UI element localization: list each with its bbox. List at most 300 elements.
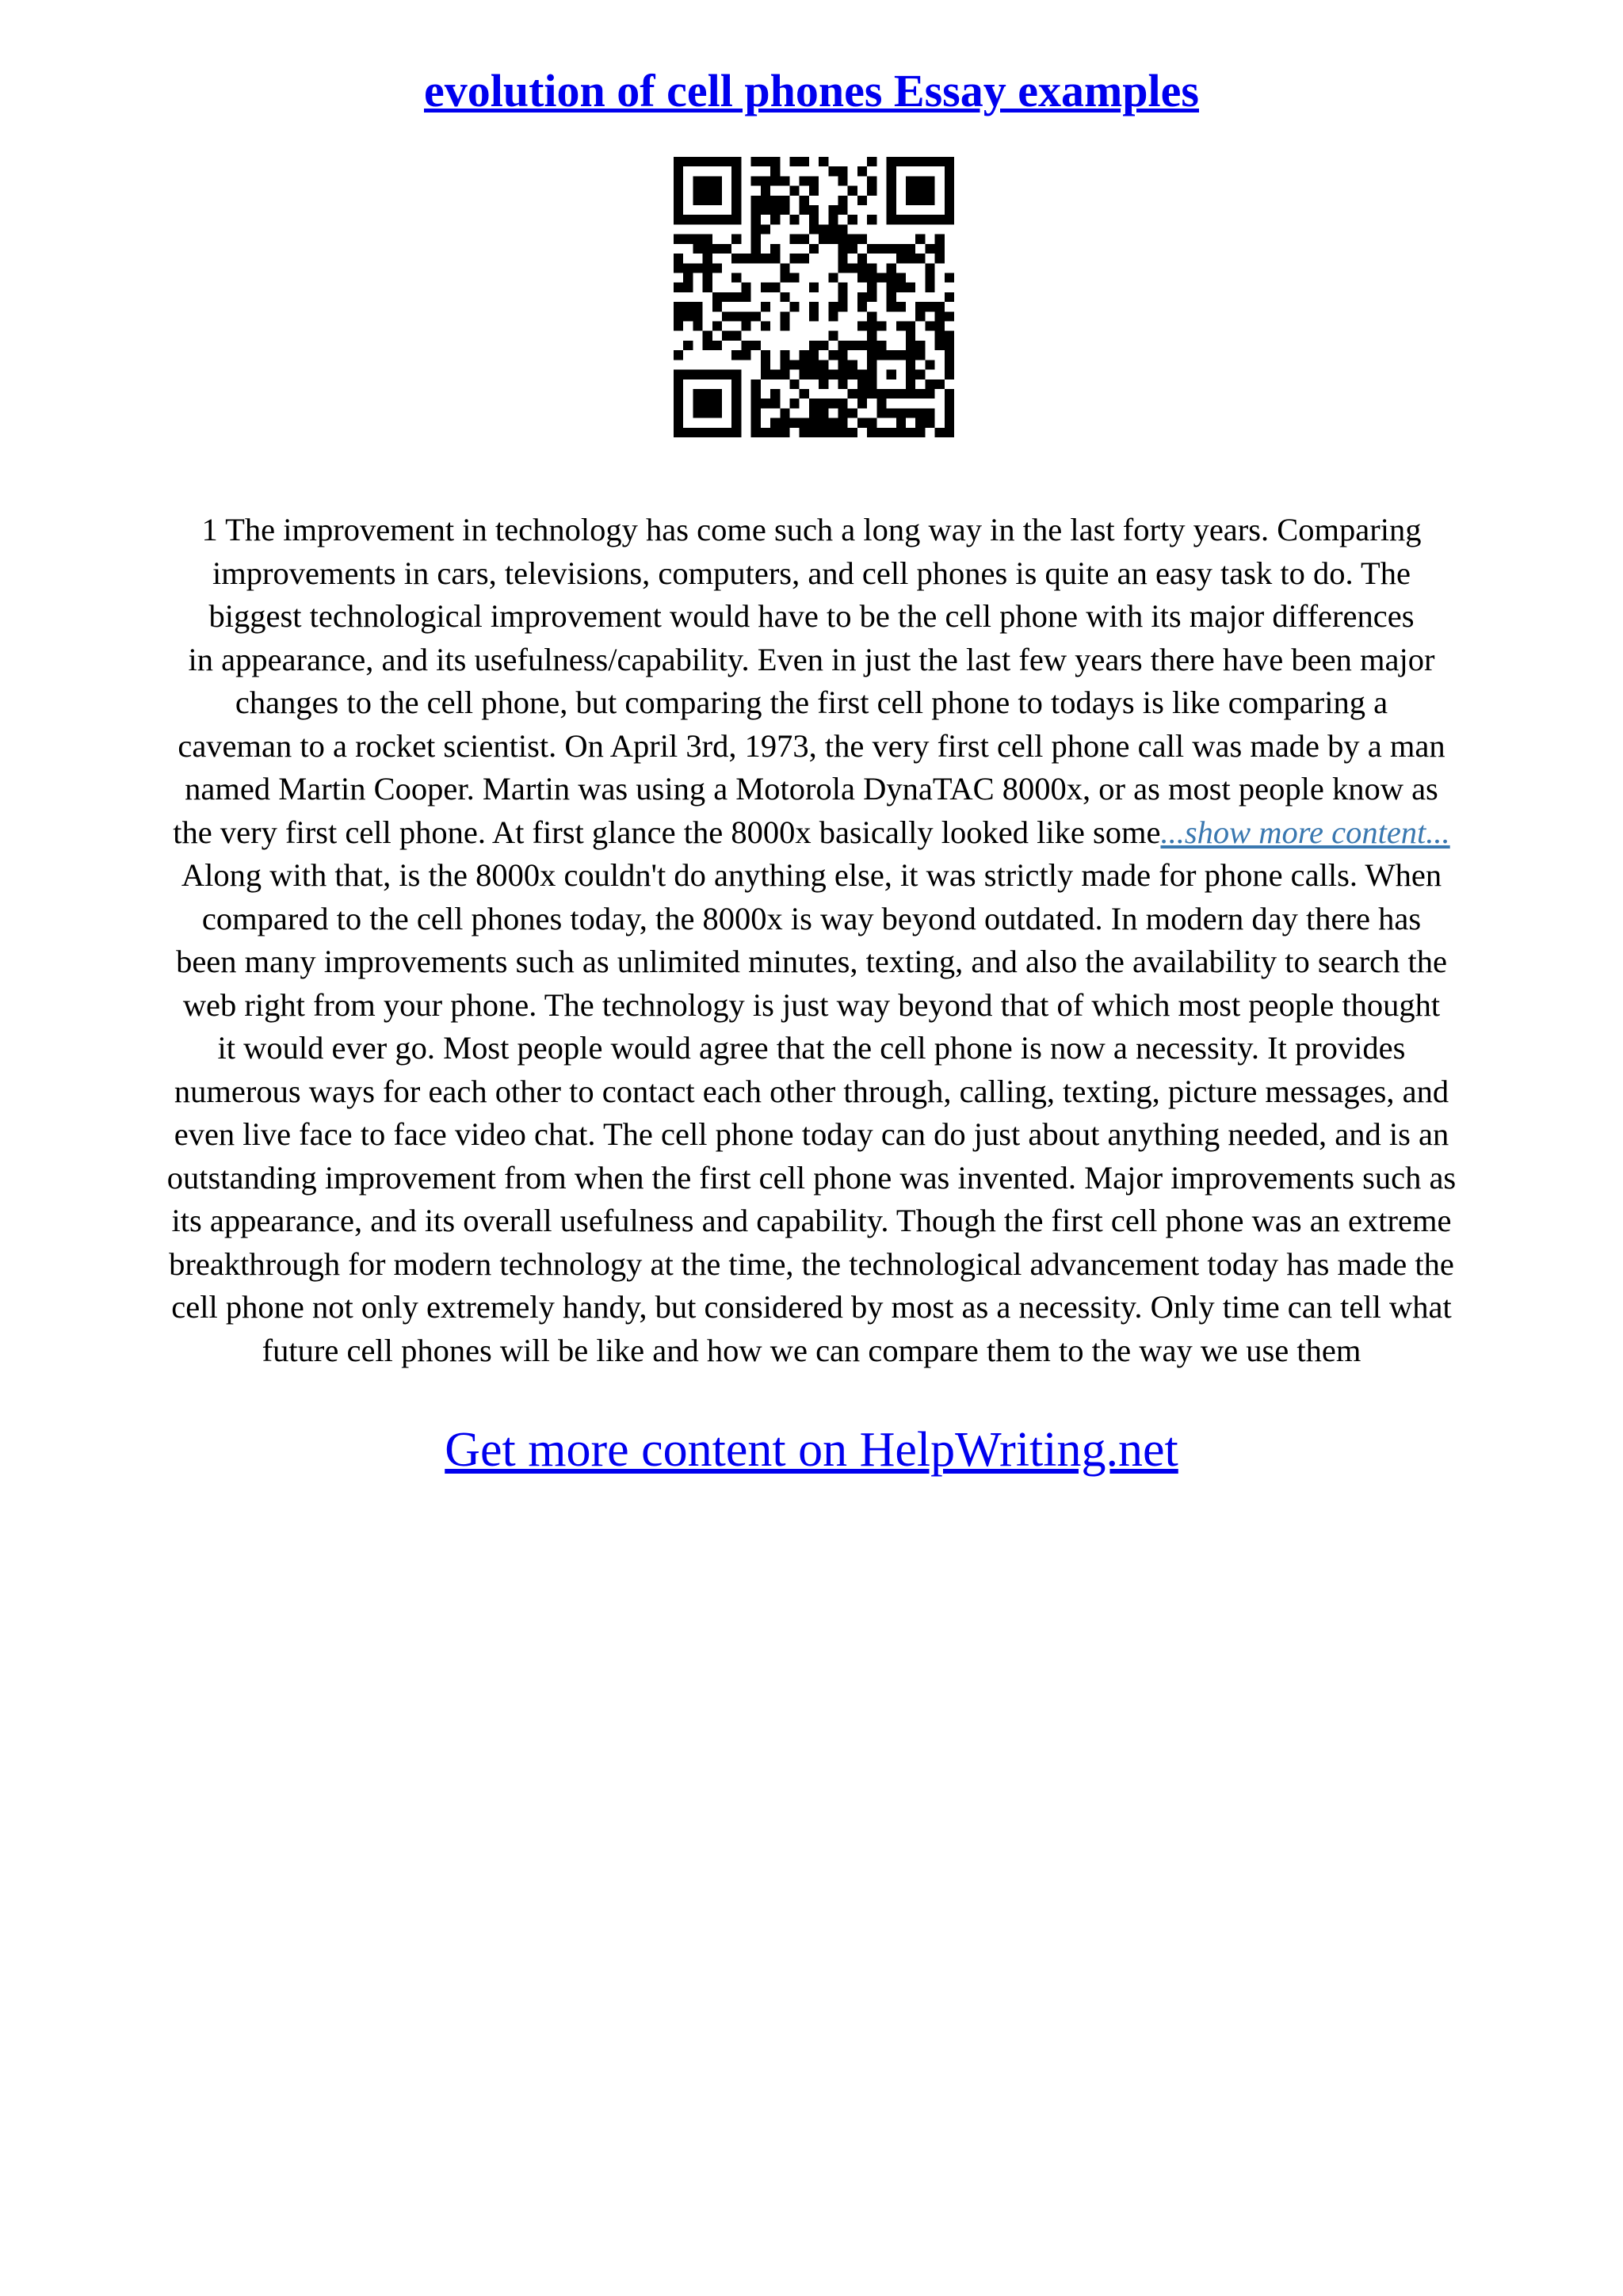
qr-module [770, 215, 780, 224]
qr-module [896, 215, 906, 224]
qr-module [789, 157, 799, 166]
qr-module [945, 215, 954, 224]
qr-module [867, 186, 876, 196]
qr-module [789, 215, 799, 224]
qr-module [770, 418, 780, 428]
qr-module [945, 311, 954, 321]
qr-module [828, 273, 838, 282]
qr-module [819, 224, 828, 234]
qr-module [674, 379, 683, 389]
qr-module [780, 350, 789, 360]
qr-module [712, 322, 722, 331]
qr-module [683, 273, 693, 282]
qr-module [761, 283, 770, 292]
qr-module [731, 176, 741, 185]
qr-module [867, 379, 876, 389]
qr-module [712, 292, 722, 302]
qr-module [789, 360, 799, 369]
qr-module [751, 408, 761, 418]
qr-module [780, 428, 789, 437]
qr-module [789, 399, 799, 408]
qr-module [925, 176, 934, 185]
qr-module [703, 408, 712, 418]
qr-module [819, 418, 828, 428]
qr-module [809, 408, 819, 418]
qr-module [674, 196, 683, 205]
qr-module [819, 370, 828, 379]
qr-module [751, 254, 761, 263]
qr-module [731, 350, 741, 360]
qr-module [857, 254, 867, 263]
qr-module [915, 428, 925, 437]
qr-module [867, 215, 876, 224]
qr-module [751, 389, 761, 399]
qr-module [712, 399, 722, 408]
qr-module [945, 205, 954, 215]
qr-module [857, 379, 867, 389]
qr-module [731, 418, 741, 428]
qr-module [800, 205, 809, 215]
qr-module [819, 379, 828, 389]
qr-module [925, 302, 934, 311]
qr-module [780, 311, 789, 321]
qr-module [731, 370, 741, 379]
qr-module [896, 273, 906, 282]
qr-module [848, 360, 857, 369]
qr-module [915, 418, 925, 428]
qr-module [770, 428, 780, 437]
qr-module [867, 244, 876, 254]
qr-module [867, 311, 876, 321]
qr-module [703, 283, 712, 292]
qr-module [809, 370, 819, 379]
qr-module [935, 254, 945, 263]
qr-module [674, 176, 683, 185]
qr-module [906, 341, 915, 350]
qr-module [906, 215, 915, 224]
qr-module [935, 331, 945, 341]
qr-module [809, 224, 819, 234]
qr-module [906, 157, 915, 166]
qr-module [683, 215, 693, 224]
qr-module [809, 205, 819, 215]
qr-module [848, 186, 857, 196]
qr-module [838, 341, 848, 350]
qr-module [906, 360, 915, 369]
qr-module [674, 399, 683, 408]
qr-module [731, 235, 741, 244]
qr-module [876, 273, 886, 282]
qr-module [828, 166, 838, 176]
qr-module [770, 399, 780, 408]
qr-module [693, 157, 702, 166]
qr-module [731, 254, 741, 263]
qr-module [867, 360, 876, 369]
qr-module [838, 399, 848, 408]
qr-module [887, 389, 896, 399]
qr-module [703, 176, 712, 185]
qr-module [770, 254, 780, 263]
qr-module [693, 196, 702, 205]
qr-module [693, 311, 702, 321]
qr-module [809, 360, 819, 369]
qr-module [674, 311, 683, 321]
qr-module [887, 350, 896, 360]
qr-module [906, 176, 915, 185]
qr-module [712, 341, 722, 350]
qr-module [867, 428, 876, 437]
qr-module [887, 283, 896, 292]
qr-module [809, 311, 819, 321]
qr-module [761, 205, 770, 215]
qr-module [945, 341, 954, 350]
qr-module [828, 205, 838, 215]
qr-module [867, 370, 876, 379]
qr-module [703, 399, 712, 408]
show-more-link[interactable]: ...show more content... [1160, 814, 1450, 850]
qr-module [925, 157, 934, 166]
qr-module [857, 292, 867, 302]
qr-module [906, 389, 915, 399]
qr-module [770, 157, 780, 166]
qr-module [887, 370, 896, 379]
qr-module [867, 331, 876, 341]
qr-module [731, 292, 741, 302]
qr-module [674, 350, 683, 360]
qr-module [867, 350, 876, 360]
qr-module [770, 196, 780, 205]
qr-module [751, 379, 761, 389]
qr-module [945, 292, 954, 302]
essay-line: cell phone not only extremely handy, but considered by most as a necessity. Only time can tell what [171, 1289, 1452, 1325]
qr-module [876, 322, 886, 331]
qr-module [789, 273, 799, 282]
qr-module [838, 224, 848, 234]
qr-module [761, 428, 770, 437]
qr-module [887, 186, 896, 196]
qr-module [915, 370, 925, 379]
qr-code [674, 157, 954, 437]
qr-module [828, 311, 838, 321]
qr-module [674, 215, 683, 224]
qr-module [751, 157, 761, 166]
qr-module [731, 273, 741, 282]
document-title-link[interactable]: evolution of cell phones Essay examples [424, 65, 1199, 116]
qr-module [683, 283, 693, 292]
essay-line: 1 The improvement in technology has come such a long way in the last forty years. Comparing [201, 512, 1422, 547]
qr-module [722, 311, 731, 321]
qr-module [925, 273, 934, 282]
qr-module [693, 322, 702, 331]
qr-module [925, 196, 934, 205]
qr-module [887, 244, 896, 254]
qr-module [693, 215, 702, 224]
qr-module [838, 205, 848, 215]
qr-module [906, 408, 915, 418]
qr-module [819, 428, 828, 437]
qr-module [887, 196, 896, 205]
qr-module [780, 370, 789, 379]
essay-line: even live face to face video chat. The cell phone today can do just about anything needed, and is an [174, 1116, 1449, 1152]
qr-module [761, 399, 770, 408]
qr-module [896, 428, 906, 437]
qr-module [876, 389, 886, 399]
qr-module [925, 283, 934, 292]
qr-module [800, 254, 809, 263]
qr-module [751, 341, 761, 350]
essay-line-with-show-more [55, 811, 1568, 855]
qr-module [712, 196, 722, 205]
qr-module [867, 263, 876, 273]
essay-line: named Martin Cooper. Martin was using a Motorola DynaTAC 8000x, or as most people know as [185, 771, 1438, 807]
qr-module [683, 370, 693, 379]
qr-module [761, 196, 770, 205]
qr-module [800, 235, 809, 244]
qr-module [925, 360, 934, 369]
qr-module [731, 157, 741, 166]
qr-module [674, 283, 683, 292]
qr-module [780, 176, 789, 185]
essay-line: the very first cell phone. At first glance the 8000x basically looked like some [173, 814, 1161, 850]
qr-module [741, 311, 750, 321]
qr-module [838, 418, 848, 428]
qr-module [809, 428, 819, 437]
qr-module [731, 408, 741, 418]
qr-module [906, 196, 915, 205]
qr-module [674, 408, 683, 418]
qr-module [683, 157, 693, 166]
qr-module [780, 273, 789, 282]
qr-module [722, 292, 731, 302]
qr-module [876, 399, 886, 408]
essay-line: future cell phones will be like and how we can compare them to the way we use them [262, 1332, 1361, 1368]
qr-module [925, 389, 934, 399]
qr-module [857, 166, 867, 176]
qr-module [819, 399, 828, 408]
qr-module [789, 418, 799, 428]
qr-module [770, 205, 780, 215]
qr-module [828, 350, 838, 360]
qr-code-icon [674, 157, 954, 437]
qr-module [838, 244, 848, 254]
qr-module [945, 157, 954, 166]
qr-module [761, 370, 770, 379]
qr-module [915, 302, 925, 311]
qr-module [674, 389, 683, 399]
qr-module [722, 370, 731, 379]
qr-module [693, 176, 702, 185]
qr-module [906, 244, 915, 254]
qr-module [887, 292, 896, 302]
qr-module [770, 176, 780, 185]
qr-module [693, 244, 702, 254]
qr-module [780, 263, 789, 273]
qr-module [925, 322, 934, 331]
essay-line: improvements in cars, televisions, computers, and cell phones is quite an easy task to do. The [212, 555, 1411, 591]
qr-module [731, 331, 741, 341]
essay-line: its appearance, and its overall usefulness and capability. Though the first cell phone was an extreme [171, 1203, 1452, 1238]
qr-module [780, 292, 789, 302]
qr-module [867, 273, 876, 282]
qr-module [712, 408, 722, 418]
qr-module [741, 322, 750, 331]
qr-module [741, 283, 750, 292]
qr-module [712, 186, 722, 196]
qr-module [683, 311, 693, 321]
qr-module [712, 370, 722, 379]
qr-module [693, 263, 702, 273]
qr-module [703, 389, 712, 399]
qr-module [838, 254, 848, 263]
qr-module [945, 273, 954, 282]
qr-module [906, 254, 915, 263]
qr-module [945, 408, 954, 418]
essay-body [55, 509, 1568, 1372]
qr-module [770, 283, 780, 292]
qr-module [828, 302, 838, 311]
qr-module [876, 341, 886, 350]
qr-module [906, 370, 915, 379]
qr-module [761, 302, 770, 311]
qr-module [945, 166, 954, 176]
qr-module [712, 244, 722, 254]
qr-module [683, 302, 693, 311]
qr-module [800, 360, 809, 369]
qr-module [809, 215, 819, 224]
qr-module [935, 215, 945, 224]
qr-module [731, 215, 741, 224]
qr-module [789, 379, 799, 389]
qr-module [896, 157, 906, 166]
qr-module [693, 428, 702, 437]
qr-module [722, 215, 731, 224]
qr-module [867, 341, 876, 350]
qr-module [848, 341, 857, 350]
qr-module [838, 428, 848, 437]
qr-module [751, 235, 761, 244]
qr-module [761, 176, 770, 185]
qr-module [896, 418, 906, 428]
qr-module [945, 350, 954, 360]
qr-module [800, 157, 809, 166]
qr-module [906, 322, 915, 331]
qr-module [887, 176, 896, 185]
qr-module [857, 341, 867, 350]
qr-module [819, 341, 828, 350]
qr-module [731, 311, 741, 321]
essay-line: caveman to a rocket scientist. On April 3rd, 1973, the very first cell phone call was made by a man [178, 727, 1445, 764]
qr-module [867, 418, 876, 428]
qr-module [800, 350, 809, 360]
qr-module [896, 302, 906, 311]
qr-module [809, 341, 819, 350]
qr-module [674, 186, 683, 196]
qr-module [751, 224, 761, 234]
qr-module [674, 428, 683, 437]
qr-module [945, 418, 954, 428]
qr-module [770, 389, 780, 399]
qr-module [945, 360, 954, 369]
get-more-content-link[interactable]: Get more content on HelpWriting.net [445, 1423, 1178, 1477]
qr-module [741, 254, 750, 263]
qr-module [703, 157, 712, 166]
qr-module [674, 166, 683, 176]
qr-module [722, 331, 731, 341]
qr-module [887, 215, 896, 224]
essay-line: numerous ways for each other to contact each other through, calling, texting, picture messages, and [174, 1073, 1449, 1109]
qr-module [761, 186, 770, 196]
qr-module [945, 370, 954, 379]
qr-module [935, 302, 945, 311]
qr-module [819, 408, 828, 418]
qr-module [838, 292, 848, 302]
qr-module [703, 196, 712, 205]
qr-module [915, 341, 925, 350]
qr-module [809, 418, 819, 428]
qr-module [751, 215, 761, 224]
qr-module [780, 196, 789, 205]
qr-module [857, 196, 867, 205]
qr-module [800, 428, 809, 437]
qr-module [828, 235, 838, 244]
qr-module [819, 235, 828, 244]
qr-module [828, 399, 838, 408]
essay-line: web right from your phone. The technology is just way beyond that of which most people thought [182, 986, 1441, 1023]
qr-module [857, 389, 867, 399]
qr-module [925, 215, 934, 224]
qr-module [809, 350, 819, 360]
qr-module [915, 389, 925, 399]
qr-module [857, 273, 867, 282]
qr-module [703, 186, 712, 196]
qr-module [925, 408, 934, 418]
qr-module [838, 379, 848, 389]
essay-line: Along with that, is the 8000x couldn't do anything else, it was strictly made for phone calls. When [181, 857, 1442, 893]
qr-module [838, 263, 848, 273]
qr-module [693, 302, 702, 311]
qr-module [915, 176, 925, 185]
qr-module [906, 379, 915, 389]
qr-module [828, 224, 838, 234]
qr-module [674, 205, 683, 215]
essay-line: changes to the cell phone, but comparing the first cell phone to todays is like comparing a [235, 685, 1388, 720]
qr-module [906, 283, 915, 292]
qr-module [712, 176, 722, 185]
qr-module [838, 370, 848, 379]
qr-module [703, 331, 712, 341]
qr-module [848, 215, 857, 224]
qr-module [809, 399, 819, 408]
qr-module [935, 428, 945, 437]
qr-module [876, 408, 886, 418]
qr-module [780, 322, 789, 331]
qr-module [800, 196, 809, 205]
qr-module [945, 331, 954, 341]
qr-module [887, 302, 896, 311]
qr-module [693, 235, 702, 244]
qr-module [857, 399, 867, 408]
qr-module [838, 196, 848, 205]
qr-module [761, 224, 770, 234]
qr-module [703, 254, 712, 263]
qr-module [674, 263, 683, 273]
qr-module [867, 322, 876, 331]
qr-module [741, 350, 750, 360]
qr-module [703, 370, 712, 379]
qr-module [819, 157, 828, 166]
essay-line: it would ever go. Most people would agree that the cell phone is now a necessity. It provides [217, 1030, 1406, 1066]
qr-module [838, 408, 848, 418]
